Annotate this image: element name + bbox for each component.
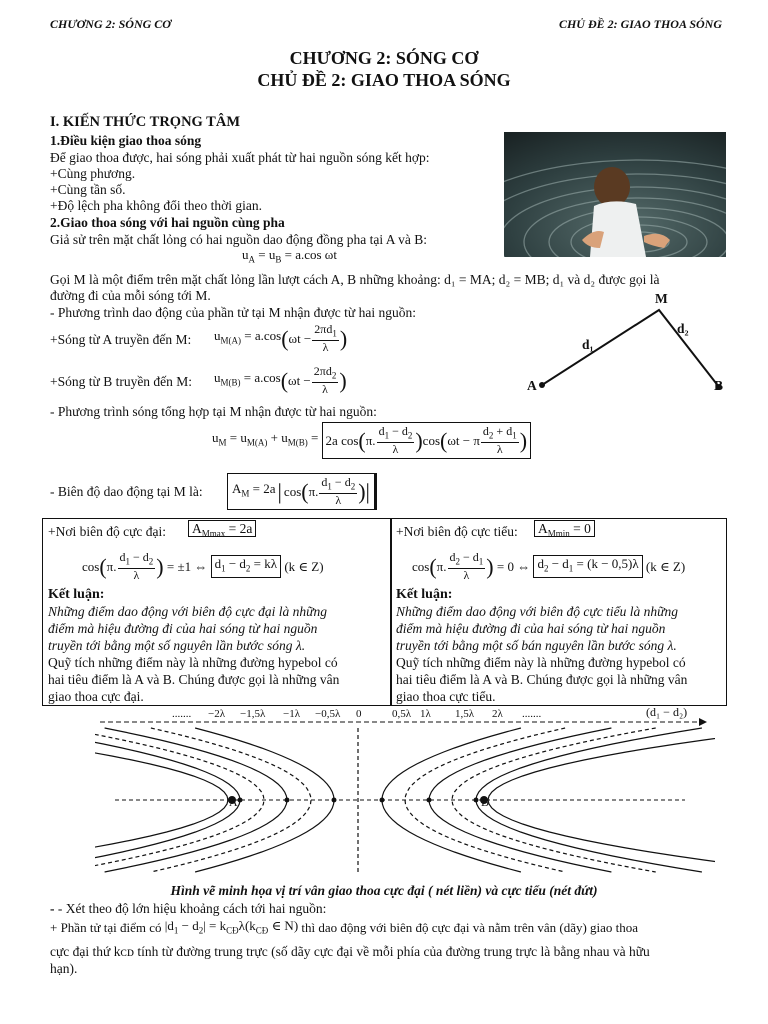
text-line: đường đi của mỗi sóng tới M. [50, 288, 211, 303]
bottom-text: + Phần tử tại điểm có [50, 920, 162, 936]
min-conclusion: Kết luận: [396, 587, 453, 602]
min-text-3: giao thoa cực tiểu. [396, 689, 496, 704]
label-m: M [655, 291, 668, 306]
max-italic-1: Những điểm dao động với biên độ cực đại là những [48, 604, 328, 619]
label-d1: d₁ [582, 337, 594, 352]
wave-b-equation: $u_{M(B)} = a.\cos$ ( ωt − $\frac{2\pi d_2}{\lambda}$ ) [214, 364, 347, 397]
text-line: - Phương trình dao động của phần tử tại M nhận được từ hai nguồn: [50, 305, 416, 320]
text-line: Để giao thoa được, hai sóng phải xuất phát từ hai nguồn sóng kết hợp: [50, 150, 430, 165]
page-subtitle: CHỦ ĐỀ 2: GIAO THOA SÓNG [257, 70, 511, 90]
fringe-dot [427, 798, 432, 803]
max-text-3: giao thoa cực đại. [48, 689, 144, 704]
bottom-text: thì dao động với biên độ cực đại và nằm trên vân (dãy) giao thoa [301, 920, 639, 936]
axis-tick-label: ....... [172, 708, 192, 720]
max-conclusion: Kết luận: [48, 587, 105, 602]
max-text-2: hai tiêu điểm là A và B. Chúng được gọi là những vân [48, 672, 340, 687]
axis-tick-label: 2λ [492, 708, 503, 720]
axis-tick-label: 0,5λ [392, 708, 412, 720]
subsection-1: 1.Điều kiện giao thoa sóng [50, 133, 202, 148]
max-italic-3: truyền tới bằng một số nguyên lần bước sóng λ. [48, 638, 306, 653]
text-line: - Biên độ dao động tại M là: [50, 484, 203, 499]
axis-tick-label: −1,5λ [240, 708, 266, 720]
axis-tick-label: 1,5λ [455, 708, 475, 720]
bottom-line-1 [50, 901, 326, 917]
label-d2: d₂ [677, 321, 689, 336]
label-b: B [714, 378, 724, 393]
figure-caption: Hình vẽ minh họa vị trí vân giao thoa cực đại ( nét liền) và cực tiểu (nét đứt) [170, 883, 598, 898]
min-italic-2: điểm mà hiệu đường đi của hai sóng từ hai nguồn [396, 621, 666, 636]
fringe-dot [332, 798, 337, 803]
subsection-2: 2.Giao thoa sóng với hai nguồn cùng pha [50, 215, 285, 230]
max-heading: +Nơi biên độ cực đại: [48, 524, 167, 539]
fringe-dot [285, 798, 290, 803]
min-text-1: Quỹ tích những điểm này là những đường hypebol có [396, 655, 686, 670]
min-heading: +Nơi biên độ cực tiểu: [396, 524, 518, 539]
max-condition: cos ( π. $\frac{d_1 - d_2}{\lambda}$ ) = ±1 ⇔ $d_1 - d_2 = k\lambda$ (k ∈ Z) [82, 550, 324, 583]
page-title: CHƯƠNG 2: SÓNG CƠ [289, 48, 479, 68]
amplitude-equation: $A_M = 2a$ | cos ( π. $\frac{d_1 - d_2}{\lambda}$ ) | [227, 473, 377, 510]
axis-tick-label: 1λ [420, 708, 431, 720]
header-left: CHƯƠNG 2: SÓNG CƠ [50, 17, 171, 31]
wave-a-equation: $u_{M(A)} = a.\cos$ ( ωt − $\frac{2\pi d_1}{\lambda}$ ) [214, 322, 348, 355]
axis-name: (d₁ − d₂) [646, 705, 688, 719]
min-italic-1: Những điểm dao động với biên độ cực tiểu là những [396, 604, 679, 619]
triangle-diagram [520, 288, 735, 403]
bottom-text: - Xét theo độ lớn hiệu khoảng cách tới hai nguồn: [57, 901, 327, 916]
text-line: +Độ lệch pha không đổi theo thời gian. [50, 198, 262, 213]
label-a: A [527, 378, 537, 393]
fringe-dot [238, 798, 243, 803]
point-a-dot [539, 382, 545, 388]
bottom-line-2: + Phần tử tại điểm có $|d_1 - d_2| = k_{CĐ}\lambda(k_{CĐ}$ ∈ N) thì dao động với biên độ cực đại và nằm trên vân (dãy) giao thoa [50, 918, 639, 936]
header-right: CHỦ ĐỀ 2: GIAO THOA SÓNG [558, 17, 722, 31]
min-condition: cos ( π. $\frac{d_2 - d_1}{\lambda}$ ) = 0 ⇔ $d_2 - d_1 = (k - 0,5)\lambda$ (k ∈ Z) [412, 550, 686, 583]
text-line: Gọi M là một điểm trên mặt chất lỏng lần lượt cách A, B những khoảng: d₁ = MA; d₂ = MB; d₁ và d₂ được gọi là [50, 272, 660, 287]
text-line: Giả sử trên mặt chất lỏng có hai nguồn dao động đồng pha tại A và B: [50, 232, 427, 247]
min-text-2: hai tiêu điểm là A và B. Chúng được gọi là những vân [396, 672, 688, 687]
ripple-photo [504, 132, 726, 257]
min-amp-box: $A_{Mmin} = 0$ [534, 521, 595, 542]
axis-tick-label: ....... [522, 708, 542, 720]
source-equation: $u_A = u_B = a.\cos$ ωt [242, 247, 337, 265]
axis-tick-label: 0 [356, 708, 362, 720]
fig-label-a: A [229, 795, 238, 809]
fig-label-b: B [481, 795, 490, 809]
axis-tick-label: −0,5λ [315, 708, 341, 720]
fringe-dot [474, 798, 479, 803]
axis-tick-label: −2λ [208, 708, 226, 720]
text-line: +Cùng tần số. [50, 182, 126, 197]
max-text-1: Quỹ tích những điểm này là những đường hypebol có [48, 655, 338, 670]
superposition-equation: $u_M = u_{M(A)} + u_{M(B)}$ = 2a cos ( π. $\frac{d_1 - d_2}{\lambda}$ ) cos ( ωt − π $\frac{d_2 + d_1}{\lambda}$ ) [212, 422, 531, 459]
interference-figure [95, 706, 715, 876]
section-heading: I. KIẾN THỨC TRỌNG TÂM [50, 114, 241, 130]
text-line: +Cùng phương. [50, 166, 136, 181]
text-line: +Sóng từ B truyền đến M: [50, 374, 193, 389]
text-line: +Sóng từ A truyền đến M: [50, 332, 192, 347]
max-italic-2: điểm mà hiệu đường đi của hai sóng từ hai nguồn [48, 621, 318, 636]
text-line: - Phương trình sóng tổng hợp tại M nhận được từ hai nguồn: [50, 404, 377, 419]
min-italic-3: truyền tới bằng một số bán nguyên lần bước sóng λ. [396, 638, 677, 653]
max-amp-box: $A_{Mmax} = 2a$ [188, 521, 256, 542]
axis-tick-label: −1λ [283, 708, 301, 720]
fringe-dot [380, 798, 385, 803]
bold-prefix: - [50, 901, 58, 916]
bottom-line-3: cực đại thứ kᴄᴅ tính từ đường trung trực (số dãy cực đại về mỗi phía của đường trung trực là bằng nhau và hữu [50, 944, 650, 959]
bottom-line-4: hạn). [50, 961, 78, 976]
